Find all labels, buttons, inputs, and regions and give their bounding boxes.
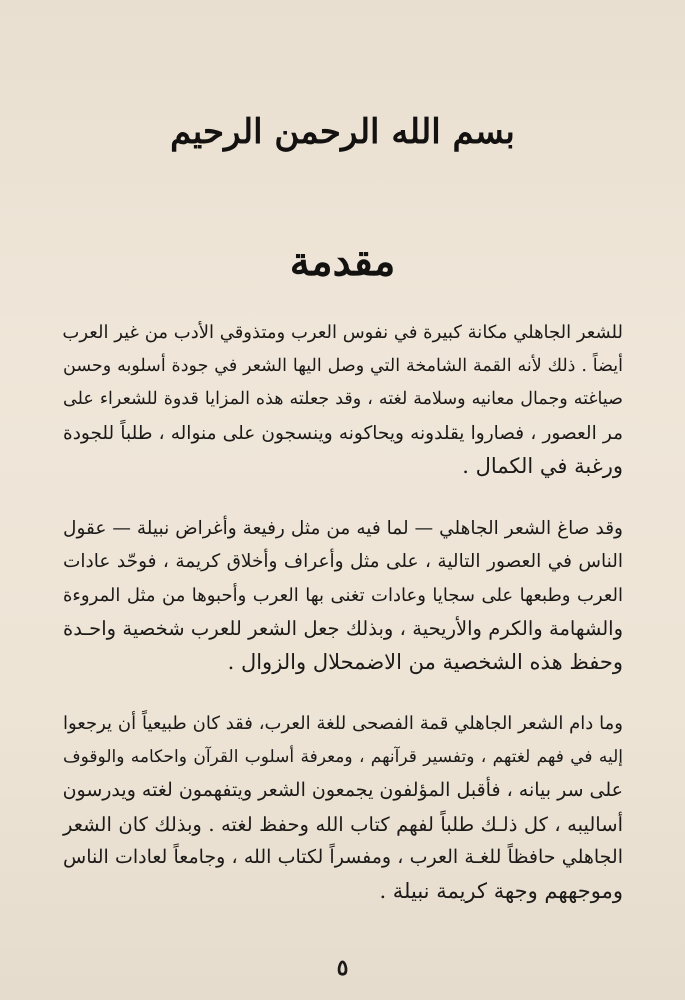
page-number: ٥ [336,955,349,981]
paragraph-gap [63,679,623,707]
paragraph-2 [63,512,623,680]
text-line: ورغبة في الكمال . [462,454,623,478]
text-line: العرب وطبعها على سجايا وعادات تغنى بها العرب وأحبوها من مثل المروءة [63,584,623,606]
bleed-through-text: ⁠ ⁠ ⁠ ⁠ ⁠ ⁠ ⁠ ⁠ ⁠ ⁠ ⁠ ⁠ ⁠ ⁠ ⁠ ⁠ ⁠ ⁠ ⁠ ⁠ ⁠ ⁠ ⁠ ⁠ ⁠ ⁠ ⁠ ⁠ ⁠ ⁠ ⁠ ⁠ ⁠ ⁠ ⁠ ⁠ ⁠ ⁠ ⁠ ⁠ [60,6,271,26]
text-line: والشهامة والكرم والأريحية ، وبذلك جعل الشعر للعرب شخصية واحـدة [63,617,623,640]
text-line: على سر بيانه ، فأقبل المؤلفون يجمعون الشعر ويتفهمون لغته ويدرسون [62,779,623,801]
text-line: للشعر الجاهلي مكانة كبيرة في نفوس العرب ومتذوقي الأدب من غير العرب [62,322,623,343]
text-line: وقد صاغ الشعر الجاهلي — لما فيه من مثل رفيعة وأغراض نبيلة — عقول [63,517,623,539]
text-line: وما دام الشعر الجاهلي قمة الفصحى للغة العرب، فقد كان طبيعياً أن يرجعوا [63,713,623,734]
text-line: الناس في العصور التالية ، على مثل وأعراف وأخلاق كريمة ، فوحّد عادات [63,551,623,572]
text-line: أيضاً . ذلك لأنه القمة الشامخة التي وصل اليها الشعر في جودة أسلوبه وحسن [63,355,623,376]
text-line: أساليبه ، كل ذلـك طلباً لفهم كتاب الله وحفظ لغته . وبذلك كان الشعر [63,812,623,836]
page-title: مقدمة [289,238,396,285]
text-line: صياغته وجمال معانيه وسلامة لغته ، وقد جعلته هذه المزايا قدوة للشعراء على [63,389,623,409]
paragraph-1 [63,316,623,484]
basmala-heading: بسم الله الرحمن الرحيم [170,112,515,152]
text-line: إليه في فهم لغتهم ، وتفسير قرآنهم ، ومعرفة أسلوب القرآن واحكامه والوقوف [63,746,623,767]
text-line: مر العصور ، فصاروا يقلدونه ويحاكونه وينسجون على منواله ، طلباً للجودة [63,422,623,444]
paragraph-gap [63,484,623,512]
body-text [63,316,623,908]
text-line: وحفظ هذه الشخصية من الاضمحلال والزوال . [227,649,623,674]
text-line: وموجههم وجهة كريمة نبيلة . [379,878,623,903]
paragraph-3 [63,707,623,908]
text-line: الجاهلي حافظاً للغـة العرب ، ومفسراً لكتاب الله ، وجامعاً لعادات الناس [63,846,623,868]
